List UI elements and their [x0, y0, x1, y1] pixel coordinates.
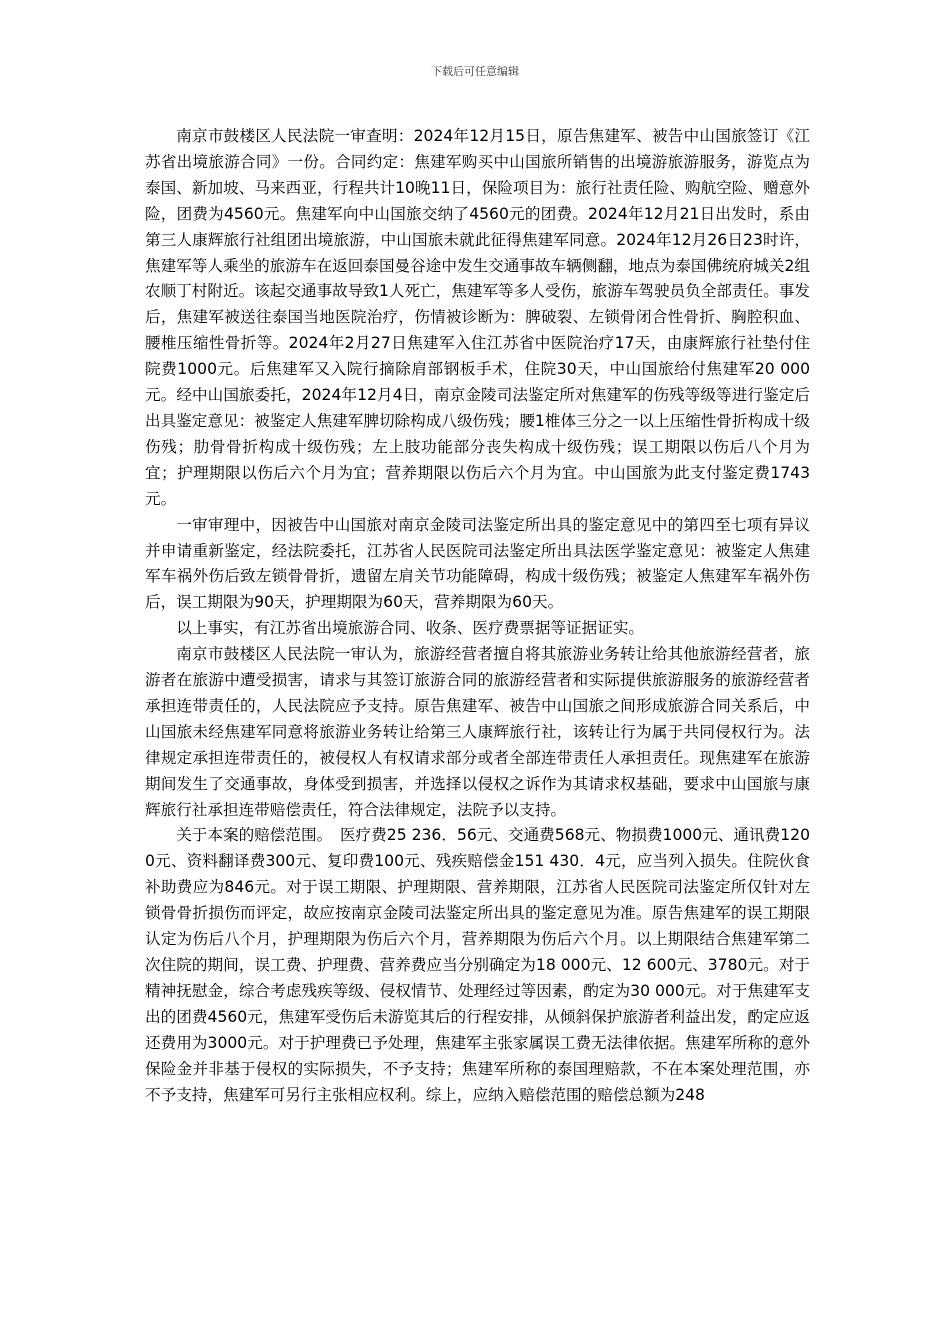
- paragraph-findings: 南京市鼓楼区人民法院一审查明：2024年12月15日，原告焦建军、被告中山国旅签订《江苏省出境旅游合同》一份。合同约定：焦建军购买中山国旅所销售的出境游旅游服务，游览点为泰国、新加坡、马来西亚，行程共计10晚11日，保险项目为：旅行社责任险、购航空险、赠意外险，团费为4560元。焦建军向中山国旅交纳了4560元的团费。2024年12月21日出发时，系由第三人康辉旅行社组团出境旅游，中山国旅未就此征得焦建军同意。2024年12月26日23时许，焦建军等人乘坐的旅游车在返回泰国曼谷途中发生交通事故车辆侧翻，地点为泰国佛统府城关2组农顺丁村附近。该起交通事故导致1人死亡，焦建军等多人受伤，旅游车驾驶员负全部责任。事发后，焦建军被送往泰国当地医院治疗，伤情被诊断为：脾破裂、左锁骨闭合性骨折、胸腔积血、腰椎压缩性骨折等。2024年2月27日焦建军入住江苏省中医院治疗17天，由康辉旅行社垫付住院费1000元。后焦建军又入院行摘除肩部钢板手术，住院30天，中山国旅给付焦建军20 000元。经中山国旅委托，2024年12月4日，南京金陵司法鉴定所对焦建军的伤残等级等进行鉴定后出具鉴定意见：被鉴定人焦建军脾切除构成八级伤残；腰1椎体三分之一以上压缩性骨折构成十级伤残；肋骨骨折构成十级伤残；左上肢功能部分丧失构成十级伤残；误工期限以伤后八个月为宜；护理期限以伤后六个月为宜；营养期限以伤后六个月为宜。中山国旅为此支付鉴定费1743元。: [145, 127, 810, 508]
- paragraph-compensation-scope: 关于本案的赔偿范围。 医疗费25 236．56元、交通费568元、物损费1000元、通讯费1200元、资料翻译费300元、复印费100元、残疾赔偿金151 430．4元，应当列入损失。住院伙食补助费应为846元。对于误工期限、护理期限、营养期限，江苏省人民医院司法鉴定所仅针对左锁骨骨折损伤而评定，故应按南京金陵司法鉴定所出具的鉴定意见为准。原告焦建军的误工期限认定为伤后八个月，护理期限为伤后六个月，营养期限为伤后六个月。以上期限结合焦建军第二次住院的期间，误工费、护理费、营养费应当分别确定为18 000元、12 600元、3780元。对于精神抚慰金，综合考虑残疾等级、侵权情节、处理经过等因素，酌定为30 000元。对于焦建军支出的团费4560元，焦建军受伤后未游览其后的行程安排，从倾斜保护旅游者利益出发，酌定应返还费用为3000元。对于护理费已予处理，焦建军主张家属误工费无法律依据。焦建军所称的意外保险金并非基于侵权的实际损失，不予支持；焦建军所称的泰国理赔款，不在本案处理范围，亦不予支持，焦建军可另行主张相应权利。综上，应纳入赔偿范围的赔偿总额为248: [145, 826, 810, 1104]
- page-header-note: 下载后可任意编辑: [431, 65, 519, 78]
- document-body: [145, 124, 810, 1108]
- paragraph-reappraisal: 一审审理中，因被告中山国旅对南京金陵司法鉴定所出具的鉴定意见中的第四至七项有异议并申请重新鉴定，经法院委托，江苏省人民医院司法鉴定所出具法医学鉴定意见：被鉴定人焦建军车祸外伤后致左锁骨骨折，遗留左肩关节功能障碍，构成十级伤残；被鉴定人焦建军车祸外伤后，误工期限为90天，护理期限为60天，营养期限为60天。: [145, 515, 810, 612]
- paragraph-evidence: 以上事实，有江苏省出境旅游合同、收条、医疗费票据等证据证实。: [176, 619, 645, 638]
- paragraph-court-opinion: 南京市鼓楼区人民法院一审认为，旅游经营者擅自将其旅游业务转让给其他旅游经营者，旅游者在旅游中遭受损害，请求与其签订旅游合同的旅游经营者和实际提供旅游服务的旅游经营者承担连带责任的，人民法院应予支持。原告焦建军、被告中山国旅之间形成旅游合同关系后，中山国旅未经焦建军同意将旅游业务转让给第三人康辉旅行社，该转让行为属于共同侵权行为。法律规定承担连带责任的，被侵权人有权请求部分或者全部连带责任人承担责任。现焦建军在旅游期间发生了交通事故，身体受到损害，并选择以侵权之诉作为其请求权基础，要求中山国旅与康辉旅行社承担连带赔偿责任，符合法律规定，法院予以支持。: [145, 645, 810, 819]
